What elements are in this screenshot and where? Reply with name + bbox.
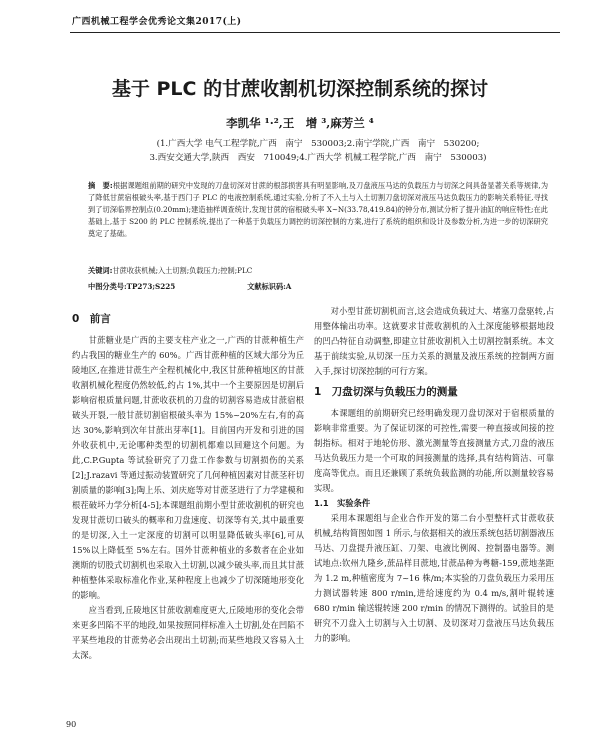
keywords [88, 266, 252, 276]
section-heading-introduction: 0 前言 [72, 313, 111, 325]
abstract-label: 摘 要: [88, 181, 113, 190]
header-rule [70, 32, 560, 33]
affiliation-line-1: (1.广西大学 电气工程学院,广西 南宁 530003;2.南宁学院,广西 南宁 530200; [156, 139, 480, 149]
doc-code-value: A [285, 282, 292, 291]
paper-title: 基于 PLC 的甘蔗收割机切深控制系统的探讨 [111, 78, 489, 100]
author-list: 李凯华 ¹·²,王 增 ³,麻芳兰 ⁴ [226, 116, 374, 130]
section-heading-measurement: 1 刀盘切深与负载压力的测量 [314, 386, 458, 398]
intro-paragraph-1: 甘蔗糖业是广西的主要支柱产业之一,广西的甘蔗种植生产约占我国的糖业生产的 60%。广西甘蔗种植的区域大部分为丘陵地区,在推进甘蔗生产全程机械化中,我区甘蔗种植地区的甘蔗收割机械化程度仍然较低,约占 1%,其中一个主要原因是切割后影响宿根质量问题,甘蔗收获机的刀盘的切割容易造成甘蔗宿根破头开裂,一般甘蔗切割宿根破头率为 15%~20%左右,有的高达 30%,影响到次年甘蔗出芽率[1]。目前国内开发和引进的国外收获机中,无论哪种类型的切割机都难以回避这个问题。为此,C.P.Gupta 等试验研究了刀盘工作参数与切割损伤的关系[2];J.razavi 等通过振动装置研究了几何种植因素对甘蔗茎秆切割质量的影响[3];陶上乐、刘庆庭等对甘蔗茎进行了力学建模和根茬破坏力学分析[4-5];本课题组前期小型甘蔗收割机的研究也发现甘蔗切口破头的概率和刀盘速度、切深等有关,其中最重要的是切深,入土一定深度的切割可以明显降低破头率[6],可从 15%以上降低至 5%左右。国外甘蔗种植业的多数者在企业如澳斯的切股式切割机也采取入土切割,以减少破头率,而且其甘蔗种植整体采取标准化作业,某种程度上也减少了切深随地形变化的影响。 [72, 335, 304, 600]
clc-value: TP273;S225 [126, 282, 176, 291]
classification-line [88, 282, 291, 292]
left-column [72, 310, 304, 663]
clc-label: 中图分类号: [88, 282, 127, 291]
measurement-paragraph: 本课题组的前期研究已经明确发现刀盘切深对于宿根质量的影响非常重要。为了保证切深的可控性,需要一种直接或间接的控制指标。相对于地轮仿形、激光测量等直接测量方式,刀盘的液压马达负载压力是一个可取的间接测量的选择,具有结构简洁、可靠度高等优点。而且还兼顾了系统负载监测的功能,所以测量较容易实现。 [314, 408, 554, 493]
subsection-heading-conditions: 1.1 实验条件 [314, 498, 371, 508]
right-column [314, 304, 554, 646]
intro-paragraph-2: 应当看到,丘陵地区甘蔗收割难度更大,丘陵地形的变化会带来更多凹陷不平的地段,如果按照同样标准入土切割,处在凹陷不平某些地段的甘蔗势必会出现出土切割;而某些地段又容易入土太深。 [72, 605, 304, 660]
running-head: 广西机械工程学会优秀论文集2017(上) [72, 17, 242, 27]
intro-paragraph-continued: 对小型甘蔗切割机而言,这会造成负载过大、堵塞刀盘驱转,占用整体输出功率。这就要求甘蔗收割机的入土深度能够根据地段的凹凸特征自动调整,即建立甘蔗收割机入土切割控制系统。本文基于前续实验,从切深一压力关系的测量及液压系统的控制两方面入手,探讨切深控制的可行方案。 [314, 306, 554, 376]
abstract [88, 180, 548, 240]
affiliation-line-2: 3.西安交通大学,陕西 西安 710049;4.广西大学 机械工程学院,广西 南宁 530003) [149, 153, 487, 163]
keywords-label: 关键词: [88, 266, 113, 275]
conditions-paragraph: 采用本课题组与企业合作开发的第二台小型整杆式甘蔗收获机械,结构简图如图 1 所示,与依据相关的液压系统包括切割器液压马达、刀盘提升液压缸、刀架、电液比例阀、控制器电器等。测试地点:钦州九隆乡,蔗品样目蔗地,甘蔗品种为粤糖-159,蔗地垄距为 1.2 m,种植密度为 7~16 株/m;本实验的刀盘负载压力采用压力测试器转速 800 r/min,进给速度约为 0.4 m/s,割叶辊转速 680 r/min 输送辊转速 200 r/min 的情况下测得的。试验目的是研究不刀盘入土切割与入土切割、及切深对刀盘液压马达负载压力的影响。 [314, 513, 554, 643]
page-number: 90 [66, 720, 77, 729]
keywords-text: 甘蔗收获机械;入土切割;负载压力;控制;PLC [112, 266, 253, 275]
doc-code-label: 文献标识码: [247, 282, 286, 291]
abstract-text: 根据课题组前期的研究中发现的刀盘切深对甘蔗的根部损害具有明显影响,及刀盘液压马达的负载压力与切深之间具备显著关系等规律,为了降低甘蔗宿根破头率,基于西门子 PLC 的电液控制系统,通过实验,分析了不入土与入土切割刀盘切深对液压马达负载压力的影响关系特征,寻找到了切深临界控制点(0.20mm);建造抽样调查统计,发现甘蔗的宿根破头率 X~N(33.78,419.84)的钟分布,测试分析了提升油缸的响应特性;在此基础上,基于 S200 的 PLC 控制系统,提出了一种基于负载压力调控的切深控制的方案,进行了系统的组织和设计及参数分析,为进一步的切深研究奠定了基础。 [88, 181, 549, 238]
